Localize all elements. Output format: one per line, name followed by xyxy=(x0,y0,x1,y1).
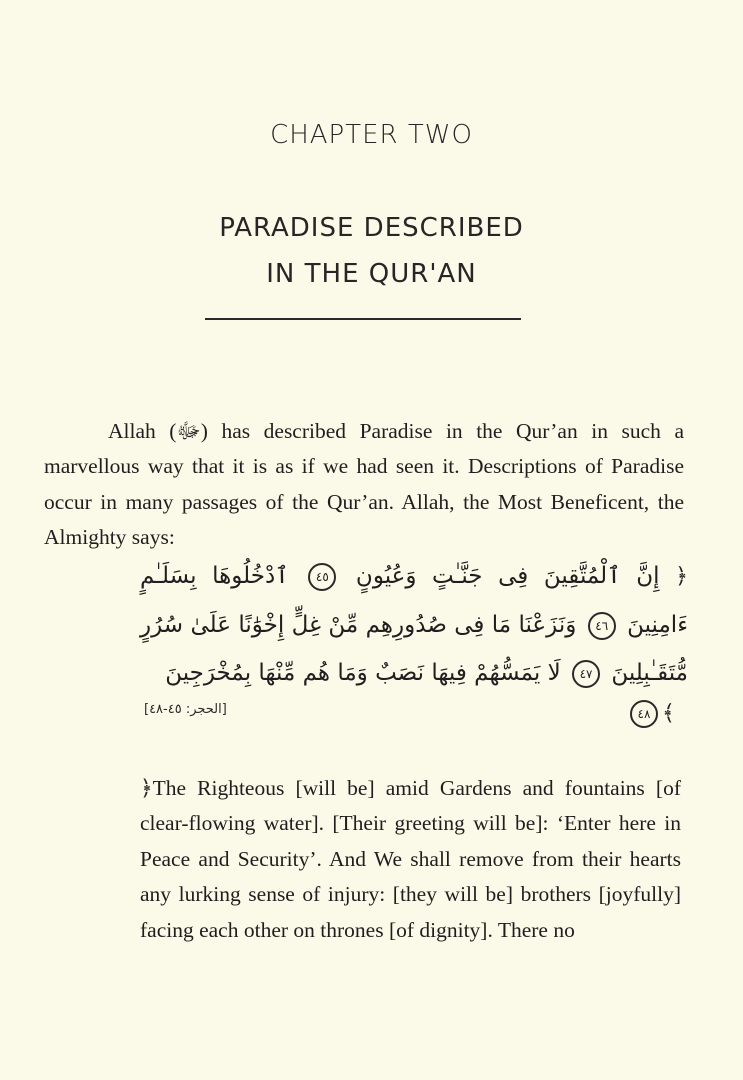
quran-open-bracket: ﴿ xyxy=(675,564,689,589)
intro-text: Allah (ﷻ) has described Paradise in the Qur’an in such a marvellous way that it is as if we had seen it. Descriptions of Paradise occur in many passages of the Qur’an. Allah, the Most Beneficent, the Almighty says: xyxy=(44,418,684,549)
verse-46: ٱدْخُلُوهَا بِسَلَـٰمٍ ءَامِنِينَ xyxy=(140,563,689,638)
ayah-marker-45-icon: ٤٥ xyxy=(308,563,336,591)
ayah-marker-46-icon: ٤٦ xyxy=(588,612,616,640)
chapter-title xyxy=(0,205,743,297)
title-divider xyxy=(205,318,521,320)
surah-citation: [الحجر: ٤٥-٤٨] xyxy=(144,702,227,717)
verse-45: إِنَّ ٱلْمُتَّقِينَ فِى جَنَّـٰتٍ وَعُيُونٍ xyxy=(355,563,660,589)
chapter-label: CHAPTER TWO xyxy=(270,120,473,150)
quran-verses xyxy=(140,552,688,697)
verse-48: لَا يَمَسُّهُمْ فِيهَا نَصَبٌ وَمَا هُم مِّنْهَا بِمُخْرَجِينَ xyxy=(165,660,561,686)
chapter-title-line-2: IN THE QUR'AN xyxy=(266,259,477,289)
ayah-marker-48-icon: ٤٨ xyxy=(630,700,658,728)
intro-paragraph xyxy=(44,414,684,556)
translation-paragraph: ﴿The Righteous [will be] amid Gardens and fountains [of clear-flowing water]. [Their greeting will be]: ‘Enter here in Peace and Security’. And We shall remove from their hearts any lurking sense of injury: [they will be] brothers [joyfully] facing each other on thrones [of dignity]. There no xyxy=(140,775,681,942)
final-ayah-marker xyxy=(626,700,675,728)
chapter-title-line-1: PARADISE DESCRIBED xyxy=(219,213,524,243)
ayah-marker-47-icon: ٤٧ xyxy=(572,660,600,688)
quran-close-bracket: ﴾ xyxy=(662,701,675,726)
verse-47: وَنَزَعْنَا مَا فِى صُدُورِهِم مِّنْ غِلٍّ إِخْوَٰنًا عَلَىٰ سُرُرٍ مُّتَقَـٰبِلِينَ xyxy=(140,612,688,686)
